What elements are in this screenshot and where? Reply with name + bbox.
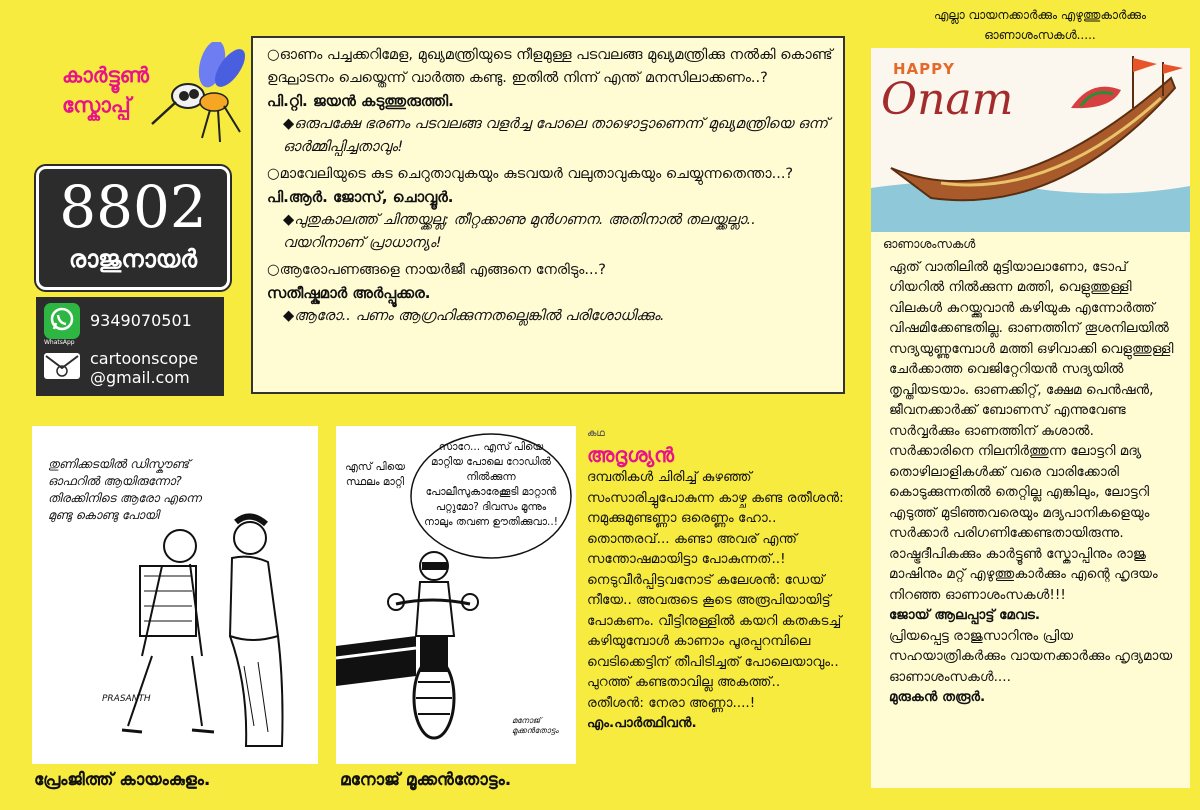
cartoon-signature: മനോജ് മൂക്കൻതോട്ടം — [512, 716, 559, 735]
wishes-body: പ്രിയപ്പെട്ട രാജുസാറിനും പ്രിയ സഹയാത്രികർക്കും വായനക്കാർക്കും ഹൃദ്യമായ ഓണാശംസകൾ.... — [889, 627, 1173, 685]
brand-name-line1: കാർട്ടൂൺ — [62, 63, 150, 87]
email-address[interactable] — [90, 349, 198, 387]
cartoon1-credit: പ്രേംജിത്ത് കായംകുളം. — [34, 770, 211, 790]
happy-onam-illustration — [871, 48, 1190, 232]
cartoon-speech: സാറേ... എസ് പിയെ മാറ്റിയ പോലെ റോഡിൽ നിൽക്കുന്ന പോലീസുകാരേക്കൂടി മാറ്റാൻ പറ്റുമോ? ദിവസം മൂന്നും നാലും തവണ ഊതിക്കുവാ..! — [424, 441, 558, 528]
issue-number-panel — [36, 166, 230, 290]
brand-logo — [62, 60, 149, 120]
wishes-heading: ഓണാശംസകൾ — [883, 237, 976, 251]
mail-icon — [44, 353, 80, 379]
cartoon-speech: തുണിക്കടയിൽ ഡിസ്കൗണ്ട് ഓഫറിൽ ആയിരുന്നോ? തിരക്കിനിടെ ആരോ എന്നെ മുണ്ടു കൊണ്ടു പോയി — [48, 457, 202, 522]
qa-item — [267, 163, 833, 255]
onam-wishes-panel — [871, 232, 1190, 788]
story-kind: കഥ — [587, 428, 605, 439]
happy-text: HAPPY — [893, 60, 956, 78]
cartoon-signature: PRASANTH — [102, 694, 151, 704]
onam-text: Onam — [881, 74, 1014, 125]
qa-item — [267, 259, 833, 328]
brand-name-line2: സ്കോപ്പ് — [62, 93, 131, 117]
cartoon-figures-icon — [32, 426, 318, 764]
story-column — [587, 424, 853, 734]
motorbike-cartoon-icon — [336, 426, 576, 764]
issue-number: 8802 — [59, 173, 207, 241]
wishes-body: ഏത് വാതിലിൽ മുട്ടിയാലാണോ, ടോപ് ഗിയറിൽ നിൽക്കുന്ന മത്തി, വെളുത്തുള്ളി വിലകൾ കുറയ്ക്കുവാൻ കഴിയുക എന്നോർത്ത് വിഷമിക്കേണ്ടതില്ല. ഓണത്തിന് തൂശനിലയിൽ സദ്യയുണ്ണുമ്പോൾ മത്തി ഒഴിവാക്കി വെളുത്തുള്ളി ചേർക്കാത്ത വെജിറ്റേറിയൻ സദ്യയിൽ തൃപ്തിയടയാം. ഓണക്കിറ്റ്, ക്ഷേമ പെൻഷൻ, ജീവനക്കാർക്ക് ബോണസ് എന്നുവേണ്ട സർവ്വർക്കും ഓണത്തിന് കുശാൽ. സർക്കാരിനെ നിലനിർത്തുന്ന ലോട്ടറി മദ്യ തൊഴിലാളികൾക്ക് വരെ വാരിക്കോരി കൊടുക്കുന്നതിൽ തെറ്റില്ല എങ്കിലും, ലോട്ടറി എടുത്ത് മുടിഞ്ഞവരെയും മദ്യപാനികളെയും സർക്കാർ പരിഗണിക്കേണ്ടതായിരുന്നു. രാഷ്ട്രദീപികക്കും കാർട്ടൂൺ സ്കോപ്പിനും രാജു മാഷിനും മറ്റ് എഴുത്തുകാർക്കും എന്റെ ഹൃദയം നിറഞ്ഞ ഓണാശംസകൾ!!! — [889, 258, 1174, 603]
onam-greeting-header — [890, 5, 1190, 45]
email-line2: @gmail.com — [90, 368, 190, 387]
diamond-bullet-icon: ◆ — [283, 212, 295, 228]
qa-answer: പുതുകാലത്ത് ചിന്തയ്ക്കല്ല; തീറ്റക്കാണു മുൻഗണന. അതിനാൽ തലയ്ക്കല്ലാ.. വയറിനാണ് പ്രാധാന്യം! — [283, 212, 756, 251]
cartoon-sign: എസ് പിയെ സ്ഥലം മാറ്റി — [345, 461, 405, 488]
story-title: അദൃശ്യൻ — [587, 442, 674, 467]
snake-boat-icon — [871, 48, 1190, 232]
qa-question: ഓണം പച്ചക്കറിമേള, മുഖ്യമന്ത്രിയുടെ നീളമുള്ള പടവലങ്ങ മുഖ്യമന്ത്രിക്കു നൽകി കൊണ്ട് ഉദ്ഘാടനം ചെയ്തെന്ന് വാർത്ത കണ്ടു. ഇതിൽ നിന്ന് എന്ത് മനസിലാക്കണം..? — [267, 47, 833, 86]
cartoon2-credit: മനോജ് മൂക്കൻതോട്ടം. — [340, 770, 512, 790]
contact-panel — [36, 297, 224, 396]
qa-panel — [251, 36, 845, 394]
circle-bullet-icon: ○ — [267, 166, 280, 182]
whatsapp-icon — [44, 303, 80, 339]
diamond-bullet-icon: ◆ — [283, 308, 295, 324]
qa-item — [267, 44, 833, 159]
qa-answer: ഒരുപക്ഷേ ഭരണം പടവലങ്ങ വളർച്ച പോലെ താഴൊട്ടാണെന്ന് മുഖ്യമന്ത്രിയെ ഒന്ന് ഓർമ്മിപ്പിച്ചതാവും! — [283, 116, 829, 155]
greeting-line2: ഓണാശംസകൾ..... — [984, 28, 1096, 42]
diamond-bullet-icon: ◆ — [283, 116, 295, 132]
cartoon-panel-2 — [336, 426, 576, 764]
circle-bullet-icon: ○ — [267, 47, 280, 63]
story-paragraph: ദമ്പതികൾ ചിരിച്ച് കുഴഞ്ഞ് സംസാരിച്ചുപോകുന്ന കാഴ്ച കണ്ട രതീശൻ: നമുക്കുമുണ്ടണ്ണാ ഒരെണ്ണം ഹോ.. തൊന്തരവ്... കണ്ടാ അവര് എന്ത് സന്തോഷമായിട്ടാ പോകുന്നത്..! — [587, 469, 844, 567]
story-paragraph: രതീശൻ: നേരാ അണ്ണാ....! — [587, 694, 756, 711]
wishes-author: ജോയ് ആലപ്പാട്ട് മേവട. — [889, 607, 1041, 623]
greeting-line1: എല്ലാ വായനക്കാർക്കും എഴുത്തുകാർക്കും — [933, 8, 1147, 22]
qa-asker: പി.റ്റി. ജയൻ കടുത്തുരുത്തി. — [267, 92, 454, 110]
whatsapp-number[interactable]: 9349070501 — [90, 311, 192, 330]
qa-asker: പി.ആർ. ജോസ്, ചൊവ്വൂർ. — [267, 188, 454, 206]
editor-name: രാജുനായർ — [68, 245, 198, 273]
mosquito-mascot-icon — [150, 42, 260, 152]
whatsapp-label: WhatsApp — [44, 339, 75, 346]
qa-question: ആരോപണങ്ങളെ നായർജീ എങ്ങനെ നേരിടും...? — [279, 262, 606, 278]
qa-asker: സതീഷ്കുമാർ അർപ്പൂക്കര. — [267, 284, 431, 302]
story-paragraph: നെടുവീർപ്പിട്ടവനോട് കലേശൻ: ഡേയ് നീയേ.. അവരുടെ കൂടെ അരൂപിയായിട്ട് പോകണം. വീട്ടിനുള്ളിൽ കയറി കതകടച്ച് കഴിയുമ്പോൾ കാണാം പൂരപ്പറമ്പിലെ വെടിക്കെട്ടിന് തീപിടിച്ചത് പോലെയാവും.. പുറത്ത് കണ്ടതാവില്ല അകത്ത്.. — [587, 571, 842, 690]
cartoon-panel-1 — [32, 426, 318, 764]
story-author: എം.പാർത്ഥിവൻ. — [587, 715, 697, 731]
wishes-author: മുരുകൻ തരൂർ. — [889, 689, 986, 705]
email-line1: cartoonscope — [90, 349, 199, 368]
circle-bullet-icon: ○ — [267, 262, 280, 278]
qa-question: മാവേലിയുടെ കുട ചെറുതാവുകയും കുടവയർ വലുതാവുകയും ചെയ്യുന്നതെന്താ...? — [279, 166, 794, 182]
qa-answer: ആരോ.. പണം ആഗ്രഹിക്കുന്നതല്ലെങ്കിൽ പരിശോധിക്കും. — [294, 308, 665, 324]
